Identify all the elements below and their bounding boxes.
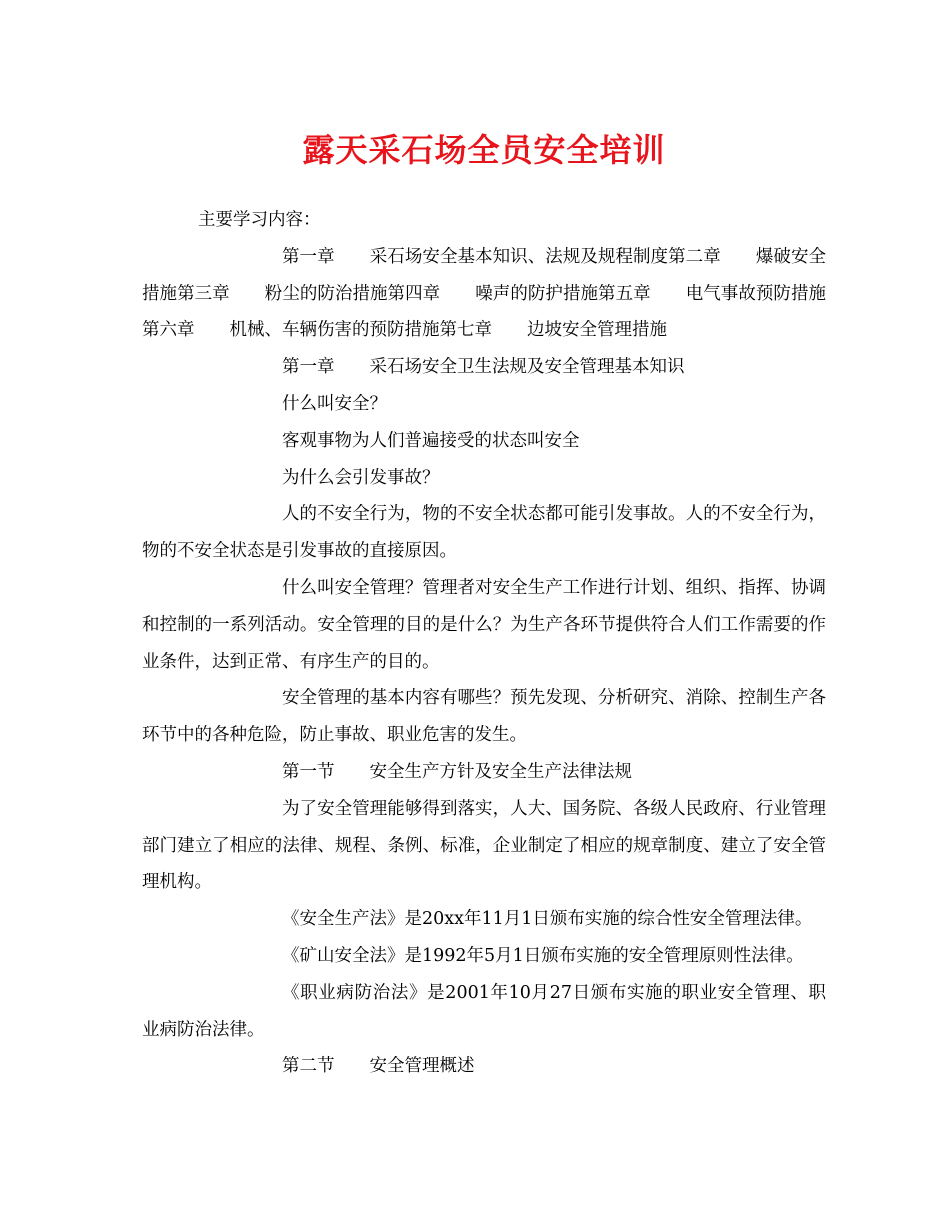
legal-framework-paragraph: 为了安全管理能够得到落实，人大、国务院、各级人民政府、行业管理部门建立了相应的法律、规程、条例、标准，企业制定了相应的规章制度、建立了安全管理机构。 (142, 798, 826, 893)
document-title: 露天采石场全员安全培训 (302, 131, 666, 169)
question-what-is-safety: 什么叫安全？ (282, 393, 387, 414)
answer-what-is-safety: 客观事物为人们普遍接受的状态叫安全 (282, 430, 580, 451)
mine-safety-law: 《矿山安全法》是1992年5月1日颁布实施的安全管理原则性法律。 (282, 945, 804, 966)
safety-management-definition: 什么叫安全管理？管理者对安全生产工作进行计划、组织、指挥、协调和控制的一系列活动。安全管理的目的是什么？为生产各环节提供符合人们工作需要的作业条件，达到正常、有序生产的目的。 (142, 577, 826, 672)
section-two-heading: 第二节 安全管理概述 (282, 1056, 475, 1077)
question-why-accidents: 为什么会引发事故？ (282, 467, 440, 488)
answer-why-accidents: 人的不安全行为，物的不安全状态都可能引发事故。人的不安全行为，物的不安全状态是引发事故的直接原因。 (142, 504, 826, 562)
chapter-list: 第一章 采石场安全基本知识、法规及规程制度第二章 爆破安全措施第三章 粉尘的防治措施第四章 噪声的防护措施第五章 电气事故预防措施第六章 机械、车辆伤害的预防措施第七章 边坡安全管理措施 (142, 246, 826, 341)
safety-management-content: 安全管理的基本内容有哪些？预先发现、分析研究、消除、控制生产各环节中的各种危险，防止事故、职业危害的发生。 (142, 688, 826, 746)
occupational-disease-law: 《职业病防治法》是2001年10月27日颁布实施的职业安全管理、职业病防治法律。 (142, 982, 826, 1040)
study-content-heading: 主要学习内容： (198, 210, 321, 230)
document-page (142, 128, 826, 1085)
section-one-heading: 第一节 安全生产方针及安全生产法律法规 (282, 761, 632, 782)
safety-production-law: 《安全生产法》是20xx年11月1日颁布实施的综合性安全管理法律。 (282, 909, 813, 930)
chapter-one-heading: 第一章 采石场安全卫生法规及安全管理基本知识 (282, 357, 685, 378)
